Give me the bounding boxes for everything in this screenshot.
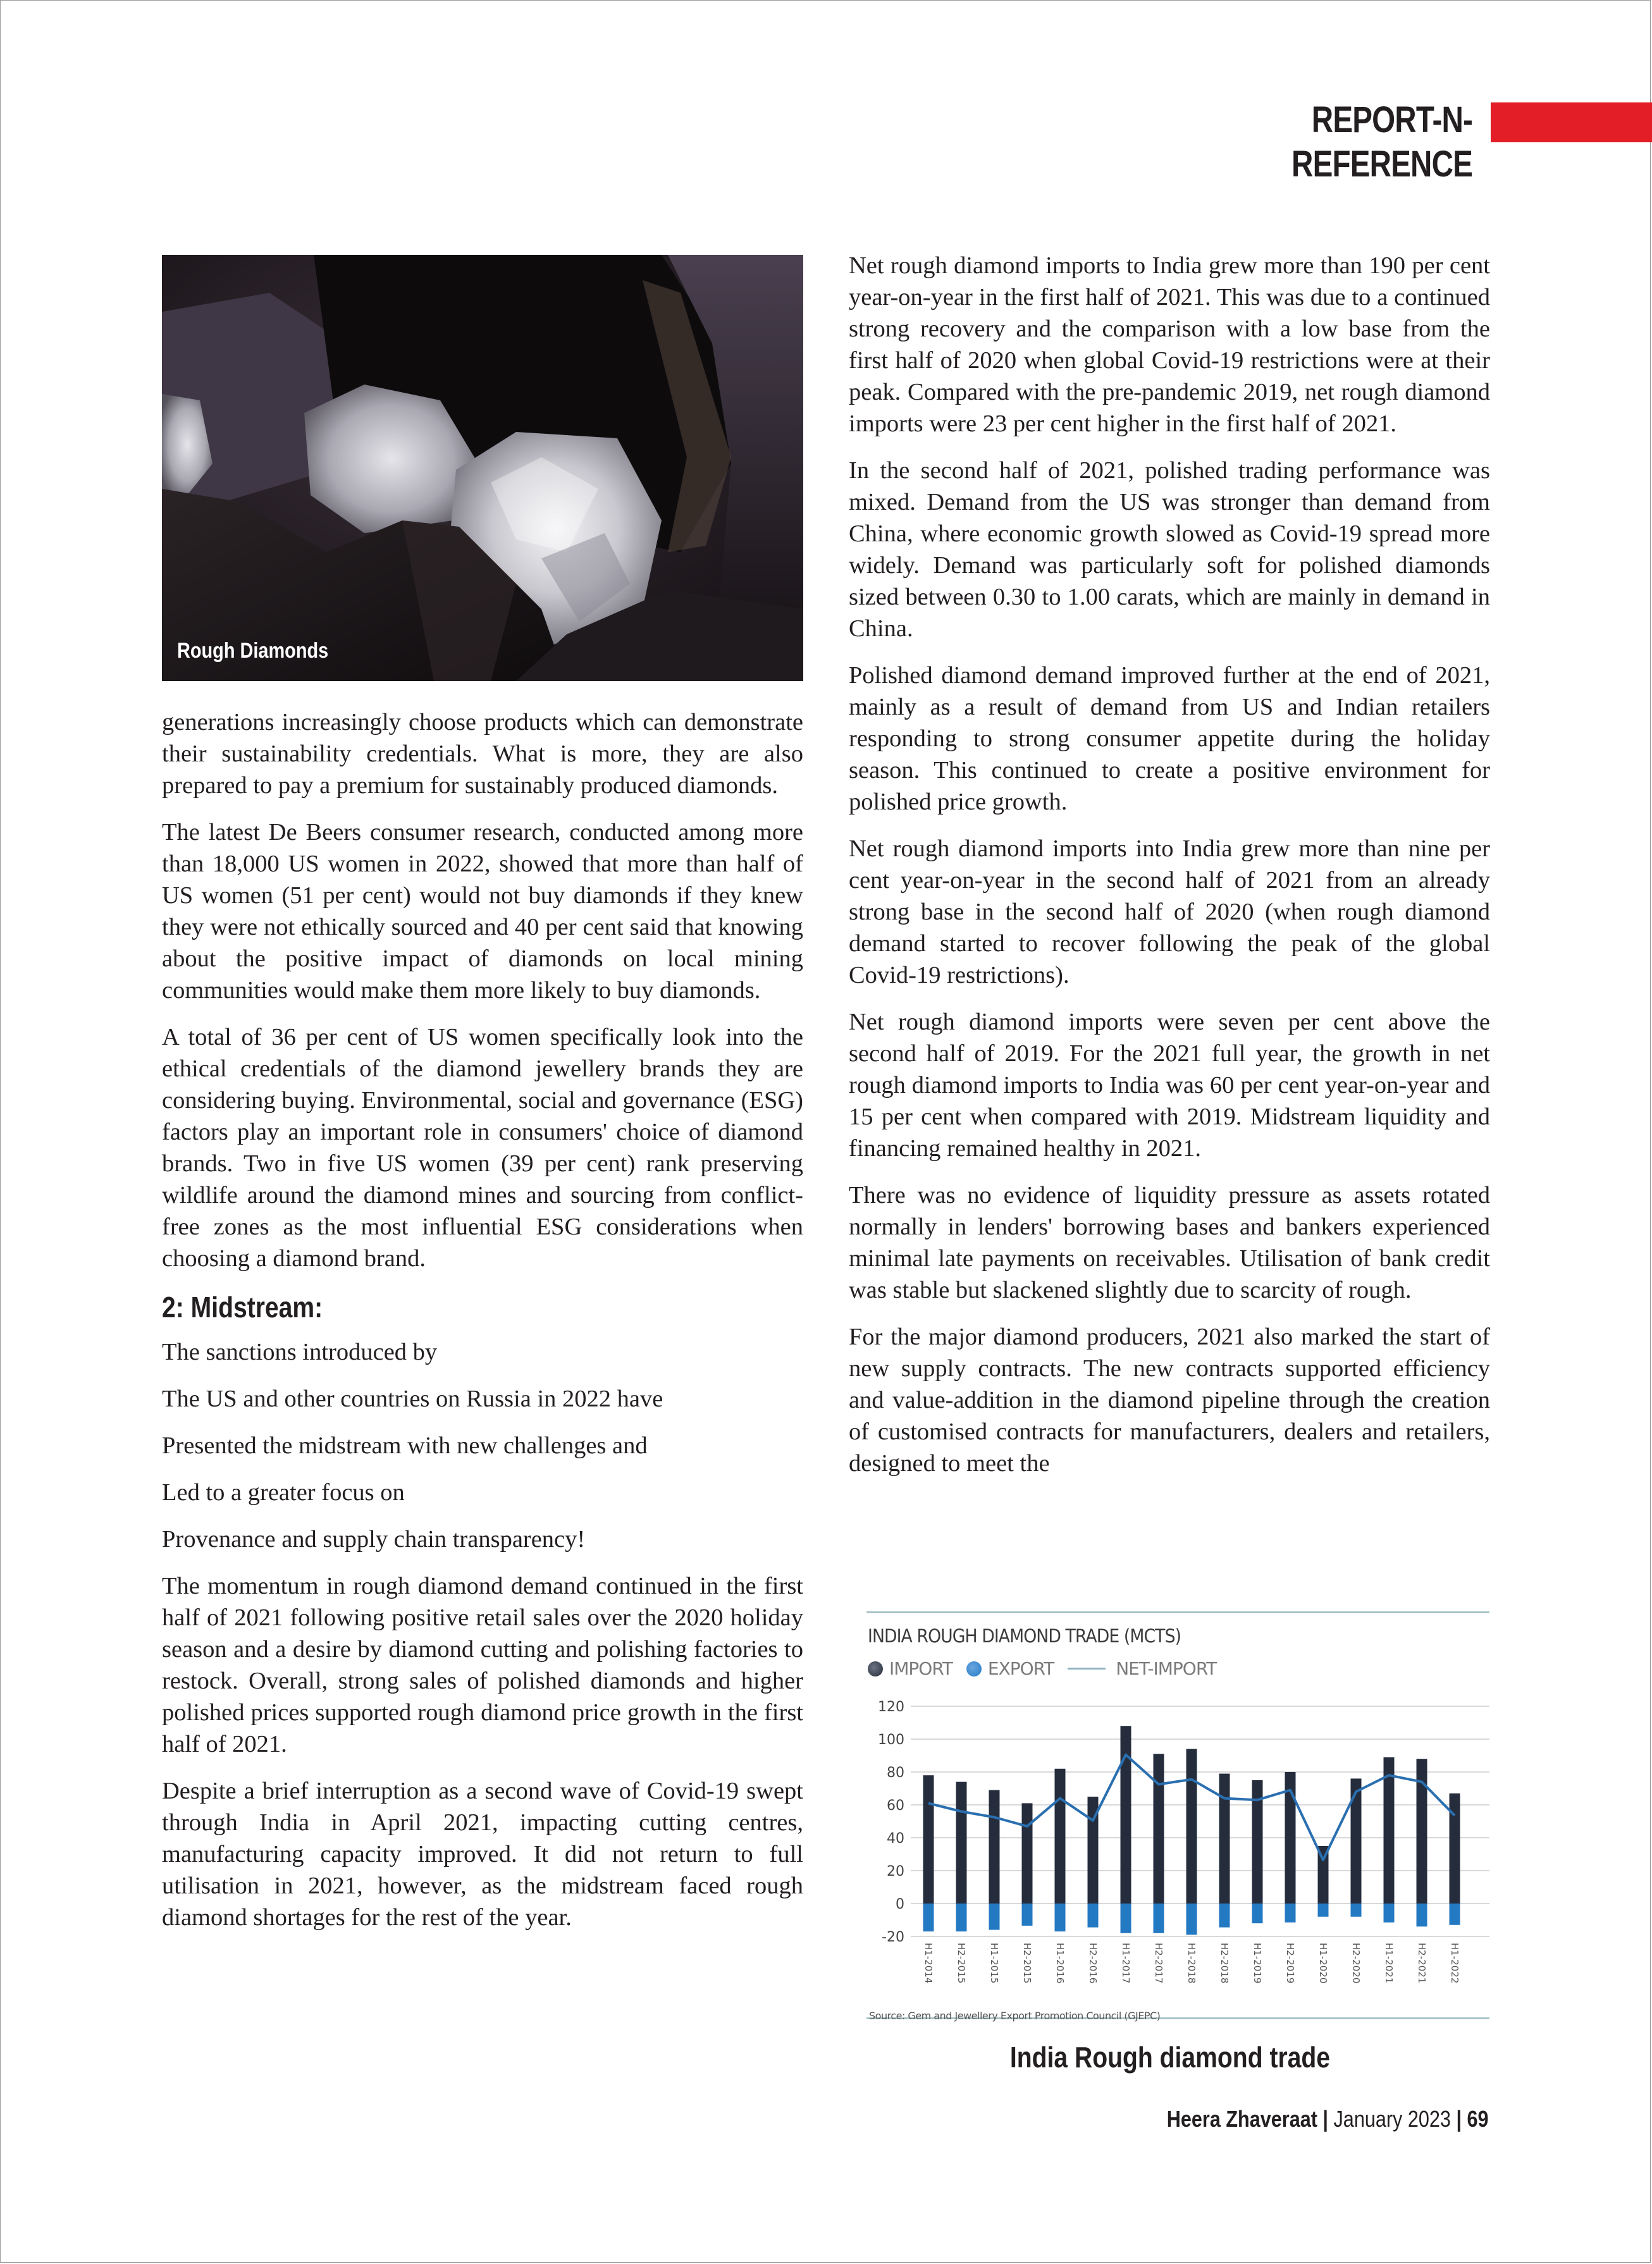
legend-label: EXPORT [987, 1658, 1054, 1679]
paragraph: For the major diamond producers, 2021 also marked the start of new supply contracts. The new contracts supported efficiency and value-addition in the diamond pipeline through the creation of customised contracts for manufacturers, dealers and retailers, designed to meet the [849, 1324, 1490, 1477]
import-bar [1187, 1749, 1197, 1904]
pull-line: Presented the midstream with new challenges and [162, 1432, 648, 1459]
x-tick-label: H1-2014 [923, 1943, 934, 1984]
chart-caption: India Rough diamond trade [1009, 2041, 1331, 2074]
x-tick-label: H2-2018 [1219, 1943, 1230, 1984]
page-number: 69 [1467, 2106, 1489, 2132]
export-bar [1088, 1904, 1099, 1928]
paragraph: A total of 36 per cent of US women specifically look into the ethical credentials of the diamond jewellery brands they are considering buying. Environmental, social and governance (ESG) factors play an important role in consumers' choice of diamond brands. Two in five US women (39 per cent) rank preserving wildlife around the diamond mines and sourcing from conflict-free zones as the most influential ESG considerations when choosing a diamond brand. [162, 1024, 803, 1272]
x-tick-label: H2-2021 [1416, 1943, 1427, 1984]
x-tick-label: H1-2020 [1317, 1943, 1329, 1984]
pull-line: Provenance and supply chain transparency! [162, 1526, 586, 1553]
y-tick-label: 40 [887, 1831, 904, 1847]
y-tick-label: 100 [878, 1732, 904, 1748]
export-bar [1252, 1904, 1263, 1923]
export-bar [1121, 1904, 1131, 1933]
import-bar [1055, 1769, 1066, 1904]
rough-diamonds-image [162, 255, 803, 681]
paragraph: The momentum in rough diamond demand continued in the first half of 2021 following positive retail sales over the 2020 holiday season and a desire by diamond cutting and polishing factories to restock. Overall, strong sales of polished diamonds and higher polished prices supported rough diamond price growth in the first half of 2021. [162, 1573, 803, 1757]
x-tick-label: H1-2022 [1449, 1943, 1460, 1984]
x-tick-label: H1-2021 [1383, 1943, 1395, 1984]
pull-line: The sanctions introduced by [162, 1339, 438, 1365]
legend-label: IMPORT [889, 1658, 952, 1679]
x-tick-label: H2-2017 [1153, 1943, 1164, 1984]
left-text-column [162, 706, 803, 1948]
paragraph: Net rough diamond imports into India grew more than nine per cent year-on-year in the second half of 2021 from an already strong base in the second half of 2020 (when rough diamond demand started to recover following the peak of the global Covid-19 restrictions). [849, 835, 1490, 988]
x-tick-label: H1-2016 [1054, 1943, 1066, 1984]
pull-line: The US and other countries on Russia in 2022 have [162, 1386, 663, 1412]
x-tick-label: H2-2015 [1021, 1943, 1033, 1984]
import-bar [923, 1775, 934, 1904]
export-bar [1351, 1904, 1362, 1917]
export-bar [956, 1904, 967, 1931]
section-subhead-midstream: 2: Midstream: [162, 1291, 323, 1324]
export-bar [1417, 1904, 1427, 1926]
import-bar [1121, 1726, 1131, 1904]
section-title: REPORT-N-REFERENCE [1291, 99, 1472, 185]
x-tick-label: H1-2015 [989, 1943, 1000, 1984]
paragraph: Net rough diamond imports were seven per cent above the second half of 2019. For the 2021 full year, the growth in net rough diamond imports to India was 60 per cent year-on-year and 15 per cent when compared with 2019. Midstream liquidity and financing remained healthy in 2021. [849, 1009, 1490, 1162]
x-tick-label: H2-2016 [1087, 1943, 1099, 1984]
export-bar [923, 1904, 934, 1931]
y-tick-label: 80 [887, 1765, 904, 1781]
x-tick-label: H2-2015 [956, 1943, 967, 1984]
y-tick-label: 20 [887, 1864, 904, 1879]
export-bar [1384, 1904, 1395, 1923]
export-bar [1219, 1904, 1230, 1928]
paragraph: Polished diamond demand improved further at the end of 2021, mainly as a result of demand from US and Indian retailers responding to strong consumer appetite during the holiday season. This continued to create a positive environment for polished price growth. [849, 662, 1490, 815]
paragraph: Net rough diamond imports to India grew more than 190 per cent year-on-year in the first half of 2021. This was due to a continued strong recovery and the comparison with a low base from the first half of 2020 when global Covid-19 restrictions were at their peak. Compared with the pre-pandemic 2019, net rough diamond imports were 23 per cent higher in the first half of 2021. [849, 252, 1490, 437]
y-tick-label: 60 [887, 1798, 904, 1814]
x-tick-label: H2-2019 [1285, 1943, 1296, 1984]
export-bar [1022, 1904, 1033, 1926]
chart-title: INDIA ROUGH DIAMOND TRADE (MCTS) [868, 1625, 1181, 1647]
page-footer [1167, 2106, 1489, 2132]
footer-separator: | [1456, 2106, 1462, 2132]
export-bar [1285, 1904, 1296, 1923]
india-rough-diamond-trade-chart [866, 1611, 1489, 2035]
photo-caption: Rough Diamonds [177, 639, 329, 663]
y-tick-label: 0 [896, 1897, 904, 1912]
import-bar [1154, 1754, 1164, 1904]
rough-diamonds-photo [162, 255, 803, 681]
right-text-column [849, 250, 1490, 1494]
import-bar [1022, 1803, 1033, 1904]
export-bar [1318, 1904, 1329, 1917]
y-tick-label: -20 [882, 1929, 904, 1945]
paragraph: In the second half of 2021, polished trading performance was mixed. Demand from the US was stronger than demand from China, where economic growth slowed as Covid-19 spread more widely. Demand was particularly soft for polished diamonds sized between 0.30 to 1.00 carats, which are mainly in demand in China. [849, 457, 1490, 642]
paragraph: Despite a brief interruption as a second wave of Covid-19 swept through India in April 2021, impacting cutting centres, manufacturing capacity improved. It did not return to full utilisation in 2021, however, as the midstream faced rough diamond shortages for the rest of the year. [162, 1778, 803, 1931]
import-bar [1219, 1774, 1230, 1904]
legend-label: NET-IMPORT [1116, 1658, 1217, 1679]
pull-line: Led to a greater focus on [162, 1479, 405, 1506]
export-bar [1154, 1904, 1164, 1933]
paragraph: There was no evidence of liquidity pressure as assets rotated normally in lenders' borrowing bases and bankers experienced minimal late payments on receivables. Utilisation of bank credit was stable but slackened slightly due to scarcity of rough. [849, 1182, 1490, 1303]
chart-plot-area [866, 1611, 1489, 2016]
x-tick-label: H1-2019 [1252, 1943, 1263, 1984]
import-bar [1450, 1793, 1460, 1904]
issue-date: January 2023 [1333, 2106, 1452, 2132]
paragraph: The latest De Beers consumer research, conducted among more than 18,000 US women in 2022, showed that more than half of US women (51 per cent) would not buy diamonds if they knew they were not ethically sourced and 40 per cent said that knowing about the positive impact of diamonds on local mining communities would make them more likely to buy diamonds. [162, 819, 803, 1004]
export-bar [1055, 1904, 1066, 1931]
x-tick-label: H1-2017 [1120, 1943, 1131, 1984]
import-bar [1384, 1757, 1395, 1904]
import-bar [989, 1790, 1000, 1904]
x-tick-label: H2-2020 [1350, 1943, 1362, 1984]
paragraph: generations increasingly choose products which can demonstrate their sustainability credentials. What is more, they are also prepared to pay a premium for sustainably produced diamonds. [162, 709, 803, 799]
export-bar [1187, 1904, 1197, 1935]
section-accent-bar [1491, 102, 1652, 142]
export-bar [1450, 1904, 1460, 1925]
publication-name: Heera Zhaveraat [1167, 2106, 1318, 2132]
import-bar [956, 1782, 967, 1904]
footer-separator: | [1322, 2106, 1329, 2132]
export-bar [989, 1904, 1000, 1930]
y-tick-label: 120 [878, 1699, 904, 1715]
chart-source: Source: Gem and Jewellery Export Promotion Council (GJEPC) [869, 2010, 1161, 2022]
x-tick-label: H1-2018 [1186, 1943, 1197, 1984]
